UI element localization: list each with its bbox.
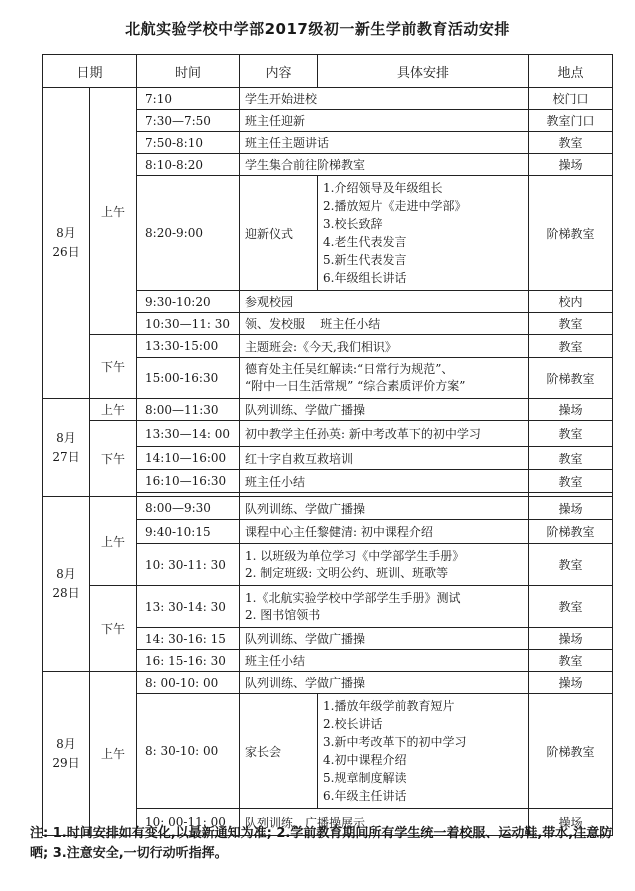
- detail-item: 2.校长讲话: [323, 717, 383, 731]
- place-cell: 教室: [529, 447, 613, 470]
- half-day-cell: 上午: [90, 497, 137, 586]
- content-cell: 学生开始进校: [240, 88, 529, 110]
- place-cell: 教室: [529, 586, 613, 628]
- content-cell: 学生集合前往阶梯教室: [240, 154, 529, 176]
- date-cell: 8月 27日: [43, 399, 90, 497]
- content-line: 2. 图书馆领书: [245, 607, 321, 622]
- half-day-cell: 下午: [90, 421, 137, 497]
- time-cell: 9:30-10:20: [137, 291, 240, 313]
- header-time: 时间: [137, 55, 240, 88]
- place-cell: 操场: [529, 628, 613, 650]
- table-row: [43, 586, 613, 628]
- place-cell: 操场: [529, 399, 613, 421]
- content-cell: 班主任迎新: [240, 110, 529, 132]
- header-content: 内容: [240, 55, 318, 88]
- content-cell: 初中教学主任孙英: 新中考改革下的初中学习: [240, 421, 529, 447]
- content-cell: 队列训练、学做广播操: [240, 497, 529, 520]
- half-day-cell: 下午: [90, 586, 137, 672]
- content-cell: 队列训练、学做广播操: [240, 628, 529, 650]
- time-cell: 7:10: [137, 88, 240, 110]
- detail-cell: [318, 694, 529, 809]
- time-cell: 13: 30-14: 30: [137, 586, 240, 628]
- time-cell: 8:10-8:20: [137, 154, 240, 176]
- time-cell: 8: 30-10: 00: [137, 694, 240, 809]
- place-cell: 教室: [529, 335, 613, 358]
- content-cell: 班主任小结: [240, 650, 529, 672]
- time-cell: 10:30—11: 30: [137, 313, 240, 335]
- table-row: [43, 335, 613, 358]
- time-cell: 15:00-16:30: [137, 358, 240, 399]
- detail-item: 1.播放年级学前教育短片: [323, 699, 455, 713]
- detail-item: 4.初中课程介绍: [323, 753, 407, 767]
- content-cell: 课程中心主任黎健清: 初中课程介绍: [240, 520, 529, 544]
- content-line: 1.《北航实验学校中学部学生手册》测试: [245, 590, 461, 605]
- time-cell: 7:50-8:10: [137, 132, 240, 154]
- place-cell: 教室: [529, 470, 613, 493]
- place-cell: 操场: [529, 497, 613, 520]
- place-cell: 阶梯教室: [529, 176, 613, 291]
- half-day-cell: 上午: [90, 88, 137, 335]
- detail-item: 6.年级主任讲话: [323, 789, 407, 803]
- header-place: 地点: [529, 55, 613, 88]
- place-cell: 校内: [529, 291, 613, 313]
- date-cell: 8月 28日: [43, 497, 90, 672]
- detail-item: 5.规章制度解读: [323, 771, 407, 785]
- time-cell: 13:30—14: 00: [137, 421, 240, 447]
- place-cell: 阶梯教室: [529, 520, 613, 544]
- detail-item: 2.播放短片《走进中学部》: [323, 199, 467, 213]
- date-cell: 8月 29日: [43, 672, 90, 836]
- time-cell: 9:40-10:15: [137, 520, 240, 544]
- half-day-cell: 上午: [90, 672, 137, 836]
- time-cell: 16: 15-16: 30: [137, 650, 240, 672]
- content-cell: 队列训练、学做广播操: [240, 672, 529, 694]
- content-line: “附中一日生活常规” “综合素质评价方案”: [245, 379, 466, 393]
- time-cell: 13:30-15:00: [137, 335, 240, 358]
- content-cell: [240, 586, 529, 628]
- time-cell: 7:30—7:50: [137, 110, 240, 132]
- time-cell: 8:00—9:30: [137, 497, 240, 520]
- content-cell: 班主任主题讲话: [240, 132, 529, 154]
- content-cell: 家长会: [240, 694, 318, 809]
- date-cell: 8月 26日: [43, 88, 90, 399]
- time-cell: 8:00—11:30: [137, 399, 240, 421]
- time-cell: 16:10—16:30: [137, 470, 240, 493]
- content-cell: 领、发校服 班主任小结: [240, 313, 529, 335]
- content-cell: 班主任小结: [240, 470, 529, 493]
- content-cell: 队列训练、广播操展示: [240, 809, 529, 836]
- place-cell: 操场: [529, 809, 613, 836]
- place-cell: 教室门口: [529, 110, 613, 132]
- content-cell: 迎新仪式: [240, 176, 318, 291]
- place-cell: 教室: [529, 544, 613, 586]
- content-cell: [240, 358, 529, 399]
- detail-item: 3.校长致辞: [323, 217, 383, 231]
- content-cell: 红十字自救互救培训: [240, 447, 529, 470]
- table-row: [43, 88, 613, 110]
- content-cell: 参观校园: [240, 291, 529, 313]
- place-cell: 教室: [529, 313, 613, 335]
- time-cell: 14: 30-16: 15: [137, 628, 240, 650]
- time-cell: 10: 30-11: 30: [137, 544, 240, 586]
- time-cell: 14:10—16:00: [137, 447, 240, 470]
- table-row: [43, 421, 613, 447]
- time-cell: 10: 00-11: 00: [137, 809, 240, 836]
- detail-item: 6.年级组长讲话: [323, 271, 407, 285]
- content-cell: [240, 544, 529, 586]
- time-cell: 8: 00-10: 00: [137, 672, 240, 694]
- place-cell: 操场: [529, 672, 613, 694]
- place-cell: 校门口: [529, 88, 613, 110]
- detail-cell: [318, 176, 529, 291]
- page-title: 北航实验学校中学部2017级初一新生学前教育活动安排: [125, 20, 510, 38]
- content-cell: 队列训练、学做广播操: [240, 399, 529, 421]
- place-cell: 教室: [529, 650, 613, 672]
- schedule-table: [42, 54, 613, 836]
- detail-item: 4.老生代表发言: [323, 235, 407, 249]
- time-cell: 8:20-9:00: [137, 176, 240, 291]
- place-cell: 教室: [529, 132, 613, 154]
- place-cell: 教室: [529, 421, 613, 447]
- detail-item: 3.新中考改革下的初中学习: [323, 735, 467, 749]
- table-row: [43, 672, 613, 694]
- header-row: [43, 55, 613, 88]
- place-cell: 阶梯教室: [529, 694, 613, 809]
- content-line: 2. 制定班级: 文明公约、班训、班歌等: [245, 565, 449, 580]
- header-date: 日期: [43, 55, 137, 88]
- content-line: 1. 以班级为单位学习《中学部学生手册》: [245, 548, 465, 563]
- footnote: 注: 1.时间安排如有变化,以最新通知为准; 2.学前教育期间所有学生统一着校服、运动鞋,带水,注意防晒; 3.注意安全,一切行动听指挥。: [30, 826, 613, 861]
- half-day-cell: 下午: [90, 335, 137, 399]
- place-cell: 阶梯教室: [529, 358, 613, 399]
- place-cell: 操场: [529, 154, 613, 176]
- content-cell: 主题班会:《今天,我们相识》: [240, 335, 529, 358]
- header-detail: 具体安排: [318, 55, 529, 88]
- detail-item: 5.新生代表发言: [323, 253, 407, 267]
- table-row: [43, 497, 613, 520]
- half-day-cell: 上午: [90, 399, 137, 421]
- detail-item: 1.介绍领导及年级组长: [323, 181, 443, 195]
- content-line: 德育处主任吴红解读:“日常行为规范”、: [245, 362, 454, 376]
- table-row: [43, 399, 613, 421]
